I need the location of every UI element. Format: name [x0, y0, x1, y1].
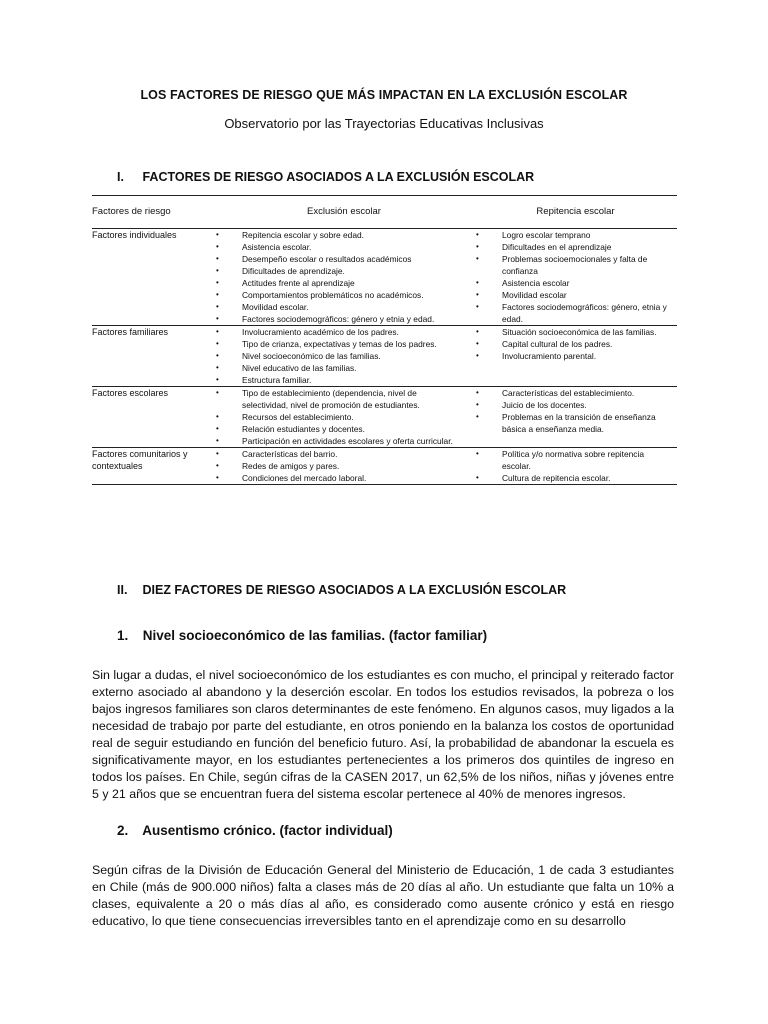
table-row — [92, 326, 677, 387]
factor-title: Ausentismo crónico. (factor individual) — [142, 823, 393, 838]
list-item: • Características del establecimiento. — [474, 387, 677, 399]
list-item: • Condiciones del mercado laboral. — [214, 472, 474, 484]
list-item: • Nivel socioeconómico de las familias. — [214, 350, 474, 362]
list-item: • Política y/o normativa sobre repitencia escolar. — [474, 448, 677, 472]
list-item: • Características del barrio. — [214, 448, 474, 460]
table-row — [92, 387, 677, 448]
document-subtitle: Observatorio por las Trayectorias Educativas Inclusivas — [224, 116, 544, 131]
column-header-repitencia: Repitencia escolar — [536, 206, 615, 217]
document-title: LOS FACTORES DE RIESGO QUE MÁS IMPACTAN EN LA EXCLUSIÓN ESCOLAR — [140, 88, 628, 102]
factor-number: 2. — [117, 823, 129, 838]
repitencia-cell — [474, 448, 677, 485]
repitencia-cell — [474, 326, 677, 387]
factor-paragraph-2: Según cifras de la División de Educación General del Ministerio de Educación, 1 de cada 3 estudiantes en Chile (más de 900.000 niños) falta a clases más de 20 días al año. Un estudiante que falta un 10% a clases, equivalente a 20 o más días al año, es considerado como ausente crónico y está en riesgo educativo, lo que tiene consecuencias irreversibles tanto en el aprendizaje como en su desarrollo — [92, 863, 674, 929]
list-item: • Logro escolar temprano — [474, 229, 677, 241]
list-item: • Factores sociodemográficos: género, etnia y edad. — [474, 301, 677, 325]
row-label: Factores escolares — [92, 388, 169, 398]
exclusion-cell — [214, 387, 474, 448]
list-item: • Asistencia escolar — [474, 277, 677, 289]
column-header-factors: Factores de riesgo — [92, 206, 171, 217]
list-item: • Tipo de establecimiento (dependencia, nivel de selectividad, nivel de promoción de estudiantes. — [214, 387, 474, 411]
list-item: • Redes de amigos y pares. — [214, 460, 474, 472]
list-item: • Cultura de repitencia escolar. — [474, 472, 677, 484]
factor-number: 1. — [117, 628, 129, 643]
list-item: • Problemas socioemocionales y falta de confianza — [474, 253, 677, 277]
row-label: Factores individuales — [92, 230, 177, 240]
list-item: • Estructura familiar. — [214, 374, 474, 386]
exclusion-cell — [214, 326, 474, 387]
section-number: II. — [117, 583, 128, 597]
list-item: • Recursos del establecimiento. — [214, 411, 474, 423]
exclusion-cell — [214, 229, 474, 326]
factor-title: Nivel socioeconómico de las familias. (factor familiar) — [142, 628, 488, 643]
list-item: • Involucramiento parental. — [474, 350, 677, 362]
repitencia-cell — [474, 387, 677, 448]
exclusion-cell — [214, 448, 474, 485]
column-header-exclusion: Exclusión escolar — [307, 206, 381, 217]
row-label: Factores comunitarios y contextuales — [92, 449, 188, 471]
list-item: • Problemas en la transición de enseñanza básica a enseñanza media. — [474, 411, 677, 435]
list-item: • Actitudes frente al aprendizaje — [214, 277, 474, 289]
list-item: • Juicio de los docentes. — [474, 399, 677, 411]
section-heading-1 — [117, 170, 534, 184]
row-label: Factores familiares — [92, 327, 169, 337]
list-item: • Asistencia escolar. — [214, 241, 474, 253]
list-item: • Involucramiento académico de los padres. — [214, 326, 474, 338]
list-item: • Dificultades de aprendizaje. — [214, 265, 474, 277]
table-header-row — [92, 196, 677, 229]
list-item: • Factores sociodemográficos: género y etnia y edad. — [214, 313, 474, 325]
section-heading-2 — [117, 583, 566, 597]
list-item: • Participación en actividades escolares y oferta curricular. — [214, 435, 474, 447]
table-row — [92, 448, 677, 485]
list-item: • Nivel educativo de las familias. — [214, 362, 474, 374]
list-item: • Capital cultural de los padres. — [474, 338, 677, 350]
list-item: • Repitencia escolar y sobre edad. — [214, 229, 474, 241]
list-item: • Relación estudiantes y docentes. — [214, 423, 474, 435]
list-item: • Situación socioeconómica de las familias. — [474, 326, 677, 338]
list-item: • Comportamientos problemáticos no académicos. — [214, 289, 474, 301]
repitencia-cell — [474, 229, 677, 326]
section-title: DIEZ FACTORES DE RIESGO ASOCIADOS A LA EXCLUSIÓN ESCOLAR — [142, 583, 567, 597]
list-item: • Desempeño escolar o resultados académicos — [214, 253, 474, 265]
risk-factors-table — [92, 195, 677, 485]
list-item: • Movilidad escolar. — [214, 301, 474, 313]
factor-paragraph-1: Sin lugar a dudas, el nivel socioeconómico de los estudiantes es con mucho, el principal y reiterado factor externo asociado al abandono y la deserción escolar. En todos los estudios revisados, la pobreza o los bajos ingresos familiares son claros determinantes de este fenómeno. En algunos casos, muy ligados a la necesidad de trabajo por parte del estudiante, en otros poniendo en la balanza los costos de oportunidad real de seguir estudiando en función del beneficio futuro. Así, la probabilidad de abandonar la escuela es significativamente mayor, en los estudiantes pertenecientes a los primeros dos quintiles de ingreso en todos los países. En Chile, según cifras de la CASEN 2017, un 62,5% de los niños, niñas y jóvenes entre 5 y 21 años que se encuentran fuera del sistema escolar pertenece al 40% de menores ingresos. — [92, 668, 674, 802]
table-row — [92, 229, 677, 326]
section-title: FACTORES DE RIESGO ASOCIADOS A LA EXCLUSIÓN ESCOLAR — [142, 170, 535, 184]
list-item: • Dificultades en el aprendizaje — [474, 241, 677, 253]
section-number: I. — [117, 170, 124, 184]
list-item: • Movilidad escolar — [474, 289, 677, 301]
factor-heading-1 — [117, 628, 487, 643]
factor-heading-2 — [117, 823, 393, 838]
list-item: • Tipo de crianza, expectativas y temas de los padres. — [214, 338, 474, 350]
